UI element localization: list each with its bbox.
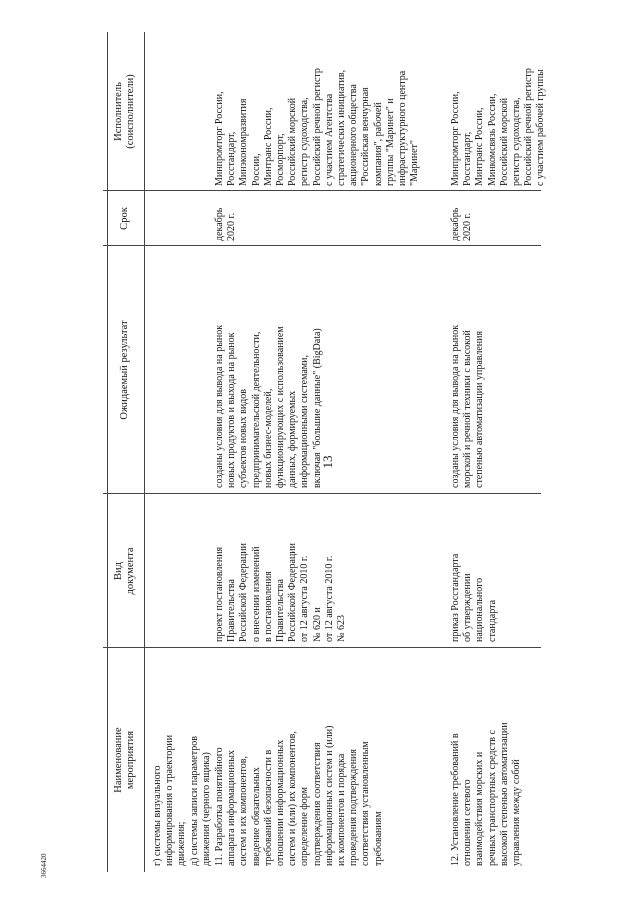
column-separator	[103, 647, 541, 648]
row-11-expected-result: созданы условия для вывода на рынок новых продуктов и выхода на рынок субъектов новых видов предпринимательской деятельности, новых бизнес-моделей, функционирующих с использованием данных, формируемых информационными системами, включая "большие данные" (BigData)	[214, 324, 323, 488]
header-expected-result: Ожидаемый результат	[119, 320, 130, 420]
row-11-deadline: декабрь 2020 г.	[214, 207, 238, 241]
row-11-name: 11. Разработка понятийного аппарата информационных систем и их компонентов, введение обязательных требований безопасности в отношении информационных систем и (или) их компонентов, определение форм подтверждения соответствия информационных систем и (или) их компонентов и порядка проведения подтверждения соответствия установленным требованиям	[214, 725, 384, 866]
header-document-type: Вид документа	[113, 547, 136, 595]
row-12-expected-result: созданы условия для вывода на рынок морской и речной техники с высокой степенью автоматизации управления	[450, 324, 486, 488]
column-separator	[103, 493, 541, 494]
header-deadline: Срок	[119, 207, 130, 230]
measures-table	[103, 32, 547, 872]
column-separator	[103, 245, 541, 246]
column-separator	[103, 190, 541, 191]
row-11-executor: Минпромторг России, Росстандарт, Минэкономразвития России, Минтранс России, Росморпорт, Российский морской регистр судоходства, Российский речной регистр с участием Агентства стратегических инициатив, акционерного общества "Российская венчурная компания", рабочей группы "Маринет" и инфраструктурного центра "Маринет"	[214, 68, 421, 186]
continuation-name: г) системы визуального информирования о траектории движения; д) системы записи параметров движения (черного ящика)	[152, 734, 212, 866]
row-12-document-type: приказ Росстандарта об утверждении национального стандарта	[450, 553, 498, 642]
page-number: 13	[320, 455, 335, 469]
document-code: 3664420	[40, 853, 48, 878]
header-bottom-line	[144, 32, 145, 872]
row-12-executor: Минпромторг России, Росстандарт, Минтранс России, Минкомсвязь России, Российский морской регистр судоходства, Российский речной регистр с участием рабочей группы	[450, 68, 547, 186]
row-11-document-type: проект постановления Правительства Российской Федерации о внесении изменений в постановления Правительства Российской Федерации от 12 августа 2010 г. № 620 и от 12 августа 2010 г. № 623	[214, 542, 348, 642]
row-12-deadline: декабрь 2020 г.	[450, 207, 474, 241]
header-name: Наименование мероприятия	[113, 727, 136, 793]
row-12-name: 12. Установление требований в отношении сетевого взаимодействия морских и речных транспортных средств с высокой степенью автоматизации управления между собой	[450, 722, 523, 866]
header-executor: Исполнитель (соисполнители)	[113, 74, 136, 149]
